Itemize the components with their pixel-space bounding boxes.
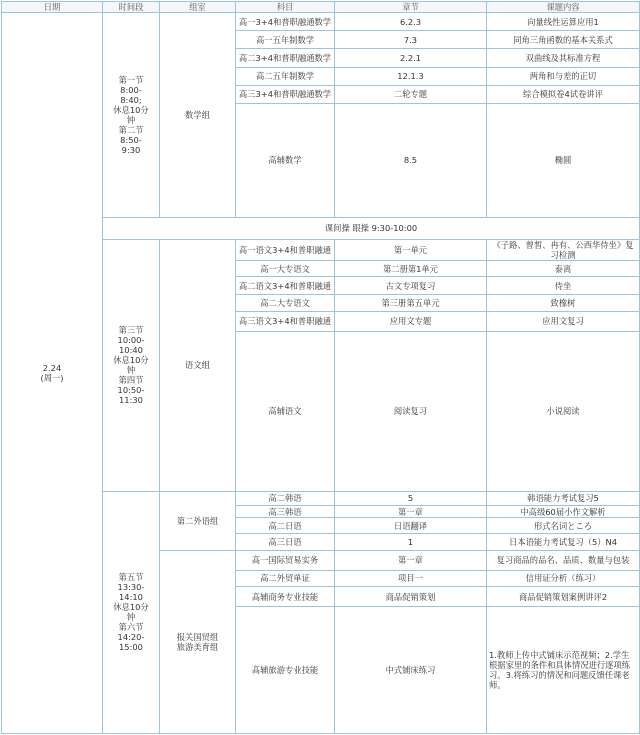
session-line: 10:00- <box>117 335 145 346</box>
subject-cell: 高辅商务专业技能 <box>236 586 335 606</box>
header-chapter: 章节 <box>335 2 487 13</box>
chapter-cell: 第一章 <box>335 506 487 518</box>
subject-cell: 高二五年制数学 <box>236 67 335 85</box>
break-cell: 课间操 眼操 9:30-10:00 <box>103 217 640 239</box>
topic-cell: 中高级60届小作文解析 <box>487 506 640 518</box>
header-time: 时间段 <box>103 2 160 13</box>
chapter-cell: 6.2.3 <box>335 13 487 31</box>
session-line: 第三节 <box>118 325 144 336</box>
chapter-cell: 第一章 <box>335 550 487 570</box>
topic-cell: 小说阅读 <box>487 331 640 491</box>
session-line: 第四节 <box>118 375 144 386</box>
subject-cell: 高三韩语 <box>236 506 335 518</box>
session-line: 9:30 <box>121 144 141 155</box>
subject-cell: 高一五年制数学 <box>236 31 335 49</box>
topic-cell: 韩语能力考试复习5 <box>487 491 640 505</box>
group-trade <box>160 550 236 733</box>
chapter-cell: 应用文专题 <box>335 311 487 331</box>
session-morning-2 <box>103 239 160 491</box>
header-topic: 课题内容 <box>487 2 640 13</box>
session-line: 8:40; <box>120 94 142 105</box>
chapter-cell: 5 <box>335 491 487 505</box>
session-line: 8:00- <box>120 84 142 95</box>
header-row <box>2 2 640 13</box>
session-line: 第一节 <box>118 74 144 85</box>
chapter-cell: 第三册第五单元 <box>335 295 487 311</box>
chapter-cell: 中式铺床练习 <box>335 607 487 734</box>
session-line: 10:40 <box>119 345 143 356</box>
subject-cell: 高一3+4和普职融通数学 <box>236 13 335 31</box>
subject-cell: 高三3+4和普职融通数学 <box>236 85 335 103</box>
session-line: 第二节 <box>118 124 144 135</box>
session-line: 14:10 <box>119 592 143 603</box>
subject-cell: 高辅数学 <box>236 104 335 217</box>
header-subject: 科目 <box>236 2 335 13</box>
session-line: 13:30- <box>117 582 145 593</box>
chapter-cell: 8.5 <box>335 104 487 217</box>
chapter-cell: 商品促销策划 <box>335 586 487 606</box>
group-math: 数学组 <box>160 13 236 218</box>
session-line: 10:50- <box>117 385 145 396</box>
subject-cell: 高二韩语 <box>236 491 335 505</box>
topic-cell: 两角和与差的正切 <box>487 67 640 85</box>
session-line: 第五节 <box>118 572 144 583</box>
date-day: 2.24 <box>42 363 62 373</box>
header-date: 日期 <box>2 2 103 13</box>
session-line: 14:20- <box>117 632 145 643</box>
group-chinese: 语文组 <box>160 239 236 491</box>
date-cell <box>2 13 103 734</box>
subject-cell: 高二日语 <box>236 518 335 534</box>
topic-cell: 同角三角函数的基本关系式 <box>487 31 640 49</box>
subject-cell: 高二3+4和普职融通数学 <box>236 49 335 67</box>
subject-cell: 高一语文3+4和普职融通 <box>236 239 335 260</box>
topic-cell: 椭圆 <box>487 104 640 217</box>
topic-cell: 日本语能力考试复习（5）N4 <box>487 534 640 550</box>
topic-cell: 信用证分析（练习） <box>487 570 640 586</box>
chapter-cell: 阅读复习 <box>335 331 487 491</box>
chapter-cell: 古文专项复习 <box>335 277 487 295</box>
subject-cell: 高一大专语文 <box>236 261 335 277</box>
session-line: 钟 <box>126 365 136 376</box>
session-afternoon <box>103 491 160 733</box>
schedule-table <box>1 1 640 734</box>
session-line: 8:50- <box>120 134 142 145</box>
subject-cell: 高三语文3+4和普职融通 <box>236 311 335 331</box>
chapter-cell: 第二册第1单元 <box>335 261 487 277</box>
session-line: 休息10分 <box>113 602 149 613</box>
chapter-cell: 二轮专题 <box>335 85 487 103</box>
chapter-cell: 12.1.3 <box>335 67 487 85</box>
chapter-cell: 第一单元 <box>335 239 487 260</box>
group-foreign: 第二外语组 <box>160 491 236 550</box>
subject-cell: 高二大专语文 <box>236 295 335 311</box>
chapter-cell: 7.3 <box>335 31 487 49</box>
session-line: 钟 <box>126 114 136 125</box>
chapter-cell: 2.2.1 <box>335 49 487 67</box>
subject-cell: 高二外贸单证 <box>236 570 335 586</box>
topic-cell: 侍坐 <box>487 277 640 295</box>
table-row <box>2 13 640 31</box>
topic-cell: 复习商品的品名、品质、数量与包装 <box>487 550 640 570</box>
subject-cell: 高辅语文 <box>236 331 335 491</box>
topic-cell: 商品促销策划案例讲评2 <box>487 586 640 606</box>
topic-cell: 泰离 <box>487 261 640 277</box>
subject-cell: 高二语文3+4和普职融通 <box>236 277 335 295</box>
topic-cell: 致橡树 <box>487 295 640 311</box>
subject-cell: 高一国际贸易实务 <box>236 550 335 570</box>
session-line: 第六节 <box>118 622 144 633</box>
topic-cell: 形式名词ところ <box>487 518 640 534</box>
session-line: 休息10分 <box>113 355 149 366</box>
chapter-cell: 1 <box>335 534 487 550</box>
session-line: 15:00 <box>119 642 143 653</box>
topic-cell: 1.教师上传中式铺床示范视频；2.学生根据家里的条件和具体情况进行逐项练习。3.将练习的情况和问题反馈任课老师。 <box>487 607 640 734</box>
header-group: 组室 <box>160 2 236 13</box>
topic-cell: 双曲线及其标准方程 <box>487 49 640 67</box>
subject-cell: 高辅旅游专业技能 <box>236 607 335 734</box>
group-trade-line: 旅游美育组 <box>176 641 219 652</box>
topic-cell: 向量线性运算应用1 <box>487 13 640 31</box>
chapter-cell: 日语翻译 <box>335 518 487 534</box>
session-line: 钟 <box>126 612 136 623</box>
chapter-cell: 项目一 <box>335 570 487 586</box>
topic-cell: 《子路、曾皙、冉有、公西华侍坐》复习检测 <box>487 239 640 260</box>
session-line: 休息10分 <box>113 104 149 115</box>
session-line: 11:30 <box>119 395 143 406</box>
topic-cell: 应用文复习 <box>487 311 640 331</box>
group-trade-line: 报关国贸组 <box>176 631 219 642</box>
subject-cell: 高三日语 <box>236 534 335 550</box>
topic-cell: 综合模拟卷4试卷讲评 <box>487 85 640 103</box>
date-weekday: (周一) <box>40 373 64 383</box>
session-morning-1 <box>103 13 160 218</box>
